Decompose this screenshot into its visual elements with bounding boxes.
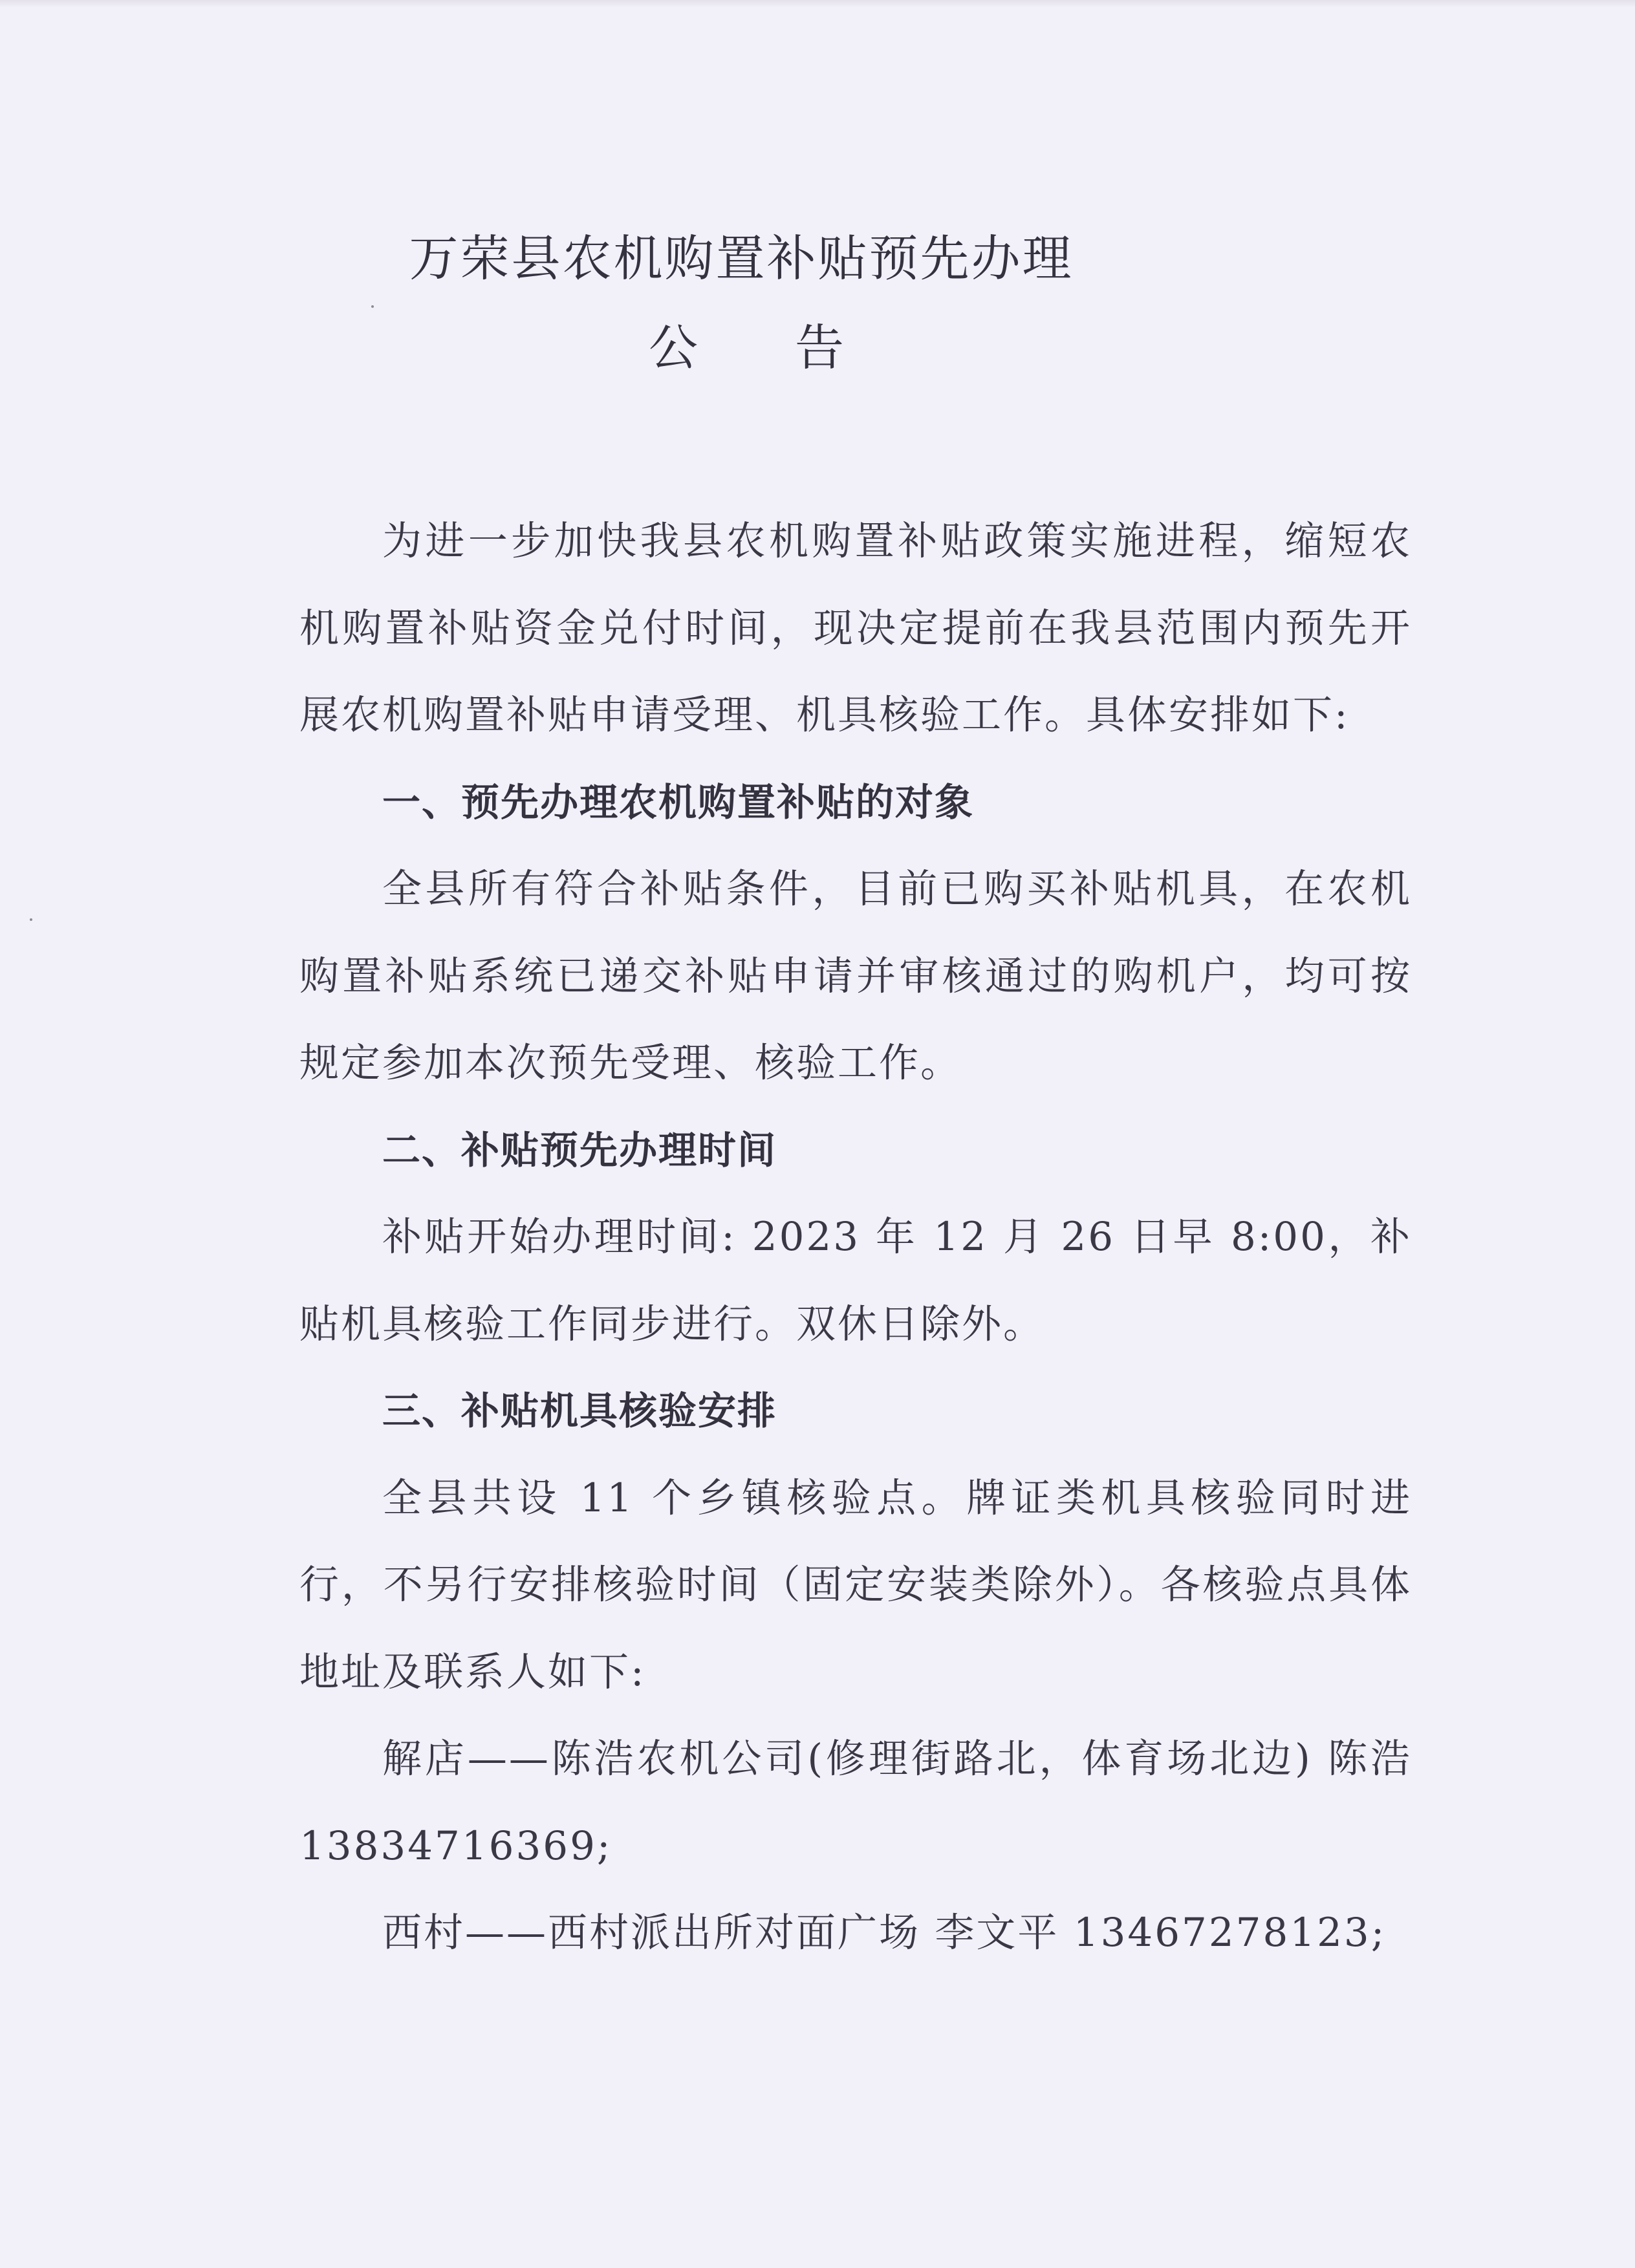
section-3-paragraph: 全县共设 11 个乡镇核验点。牌证类机具核验同时进行，不另行安排核验时间（固定安装类除外）。各核验点具体地址及联系人如下: (299, 1474, 1412, 1695)
section-2-paragraph: 补贴开始办理时间: 2023 年 12 月 26 日早 8:00，补贴机具核验工作同步进行。双休日除外。 (299, 1214, 1412, 1347)
document-body (299, 498, 1412, 1977)
scan-speck (30, 918, 32, 921)
checkpoint-jiedian: 解店——陈浩农机公司(修理街路北，体育场北边) 陈浩 13834716369; (299, 1736, 1412, 1869)
section-heading-3: 三、补贴机具核验安排 (382, 1388, 777, 1433)
section-1-paragraph: 全县所有符合补贴条件，目前已购买补贴机具，在农机购置补贴系统已递交补贴申请并审核通过的购机户，均可按规定参加本次预先受理、核验工作。 (299, 866, 1412, 1086)
section-heading-2: 二、补贴预先办理时间 (382, 1127, 777, 1172)
section-heading-1: 一、预先办理农机购置补贴的对象 (382, 779, 975, 825)
intro-paragraph: 为进一步加快我县农机购置补贴政策实施进程，缩短农机购置补贴资金兑付时间，现决定提前在我县范围内预先开展农机购置补贴申请受理、机具核验工作。具体安排如下: (299, 518, 1412, 738)
document-subtitle: 公告 (649, 319, 941, 376)
scan-speck (371, 305, 374, 308)
checkpoint-xicun: 西村——西村派出所对面广场 李文平 13467278123; (382, 1910, 1387, 1956)
scan-top-edge (0, 0, 1635, 8)
document-title: 万荣县农机购置补贴预先办理 (409, 230, 1074, 287)
